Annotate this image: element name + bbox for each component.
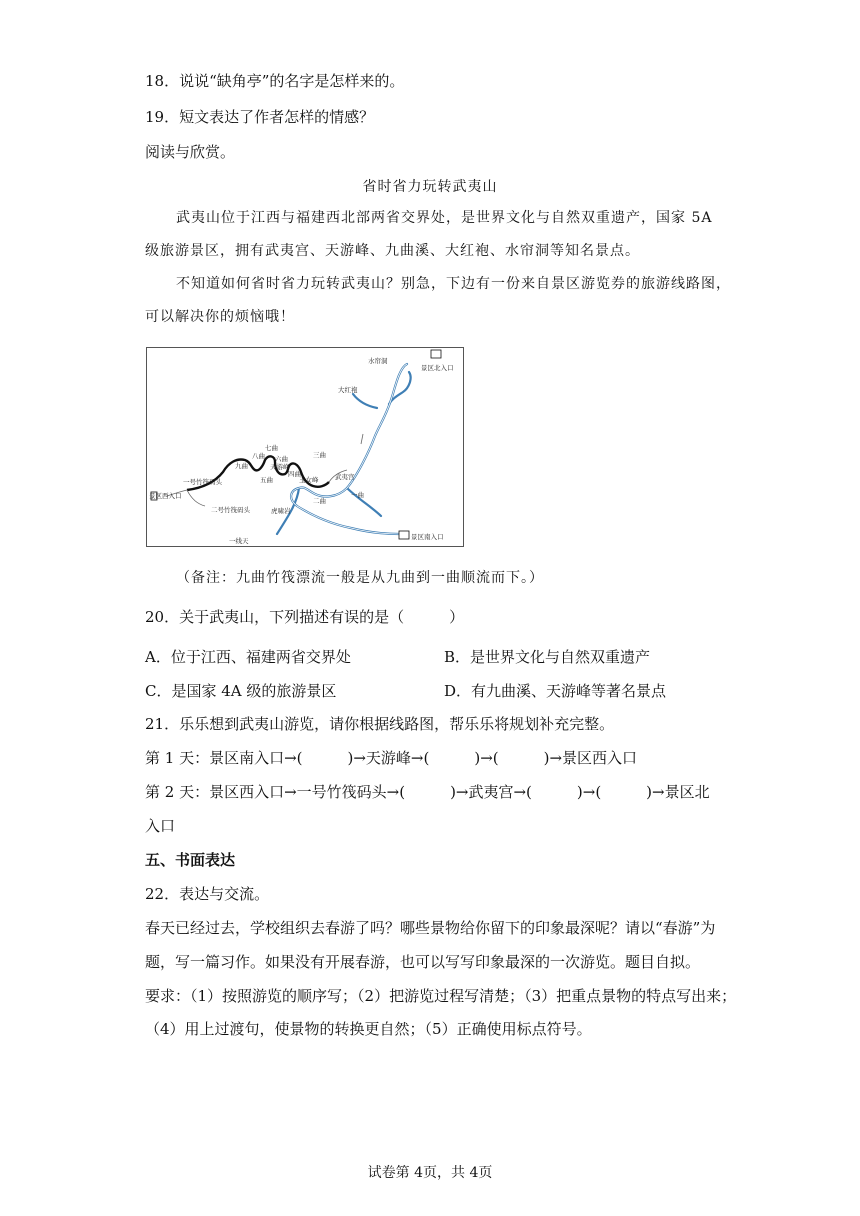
map-label-yuniufeng: 玉女峰 (299, 476, 319, 484)
map-label-wuyigong: 武夷宫 (335, 473, 355, 481)
question-20-stem: 20．关于武夷山，下列描述有误的是（ ） (145, 608, 465, 626)
article-paragraph-1-line-1: 武夷山位于江西与福建西北部两省交界处，是世界文化与自然双重遗产，国家 5A (176, 210, 713, 226)
question-19: 19．短文表达了作者怎样的情感？ (145, 108, 375, 126)
map-label-liuqu: 六曲 (275, 455, 288, 463)
map-label-baqu: 八曲 (252, 452, 265, 460)
map-label-raft-2: 二号竹筏码头 (211, 506, 250, 514)
q20-option-a[interactable]: A．位于江西、福建两省交界处 (145, 648, 351, 666)
map-label-jiuqu: 九曲 (235, 462, 248, 470)
map-label-hushaoyan: 虎啸岩 (271, 507, 291, 515)
q20-option-d[interactable]: D．有九曲溪、天游峰等著名景点 (444, 682, 667, 700)
map-label-yiqu: 一曲 (351, 491, 364, 499)
question-18: 18．说说“缺角亭”的名字是怎样来的。 (145, 72, 405, 90)
q22-line-3: 要求：（1）按照游览的顺序写；（2）把游览过程写清楚；（3）把重点景物的特点写出来； (145, 987, 737, 1005)
section-5-heading: 五、书面表达 (145, 851, 236, 869)
map-label-qiqu: 七曲 (265, 444, 278, 452)
q22-line-4: （4）用上过渡句，使景物的转换更自然；（5）正确使用标点符号。 (145, 1020, 592, 1038)
article-paragraph-1-line-2: 级旅游景区，拥有武夷宫、天游峰、九曲溪、大红袍、水帘洞等知名景点。 (145, 243, 640, 259)
q22-line-1: 春天已经过去，学校组织去春游了吗？哪些景物给你留下的印象最深呢？请以“春游”为 (145, 919, 716, 937)
map-label-siqu: 四曲 (288, 470, 301, 478)
q20-option-b[interactable]: B．是世界文化与自然双重遗产 (444, 648, 651, 666)
q21-day-1: 第 1 天：景区南入口→( )→天游峰→( )→( )→景区西入口 (145, 749, 638, 767)
map-label-south-entrance: 景区南入口 (411, 533, 444, 541)
question-21-stem: 21．乐乐想到武夷山游览，请你根据线路图，帮乐乐将规划补充完整。 (145, 715, 615, 733)
route-map (146, 347, 464, 547)
map-label-shuiliandong: 水帘洞 (368, 357, 388, 365)
question-22-stem: 22．表达与交流。 (145, 885, 270, 903)
map-note: （备注：九曲竹筏漂流一般是从九曲到一曲顺流而下。） (176, 570, 544, 586)
map-label-west-entrance: 景区西入口 (149, 492, 182, 500)
page-footer: 试卷第 4页，共 4页 (367, 1165, 493, 1181)
map-label-raft-1: 一号竹筏码头 (183, 478, 222, 486)
map-label-north-entrance: 景区北入口 (421, 364, 454, 372)
article-title: 省时省力玩转武夷山 (362, 179, 498, 195)
q21-day-2-line-2: 入口 (145, 817, 176, 835)
article-paragraph-2-line-2: 可以解决你的烦恼哦！ (145, 309, 295, 325)
map-label-sanqu: 三曲 (313, 451, 326, 459)
map-label-yixiantian: 一线天 (229, 537, 249, 545)
map-label-dahongpao: 大红袍 (338, 386, 358, 394)
q20-option-c[interactable]: C．是国家 4A 级的旅游景区 (145, 682, 337, 700)
map-label-tianyoufeng: 天游峰 (270, 463, 290, 471)
map-label-wuqu: 五曲 (260, 476, 273, 484)
article-paragraph-2-line-1: 不知道如何省时省力玩转武夷山？别急，下边有一份来自景区游览券的旅游线路图， (176, 276, 731, 292)
section-reading-label: 阅读与欣赏。 (145, 143, 236, 161)
q22-line-2: 题，写一篇习作。如果没有开展春游，也可以写写印象最深的一次游览。题目自拟。 (145, 953, 701, 971)
map-label-erqu: 二曲 (313, 497, 326, 505)
q21-day-2-line-1: 第 2 天：景区西入口→一号竹筏码头→( )→武夷宫→( )→( )→景区北 (145, 783, 710, 801)
